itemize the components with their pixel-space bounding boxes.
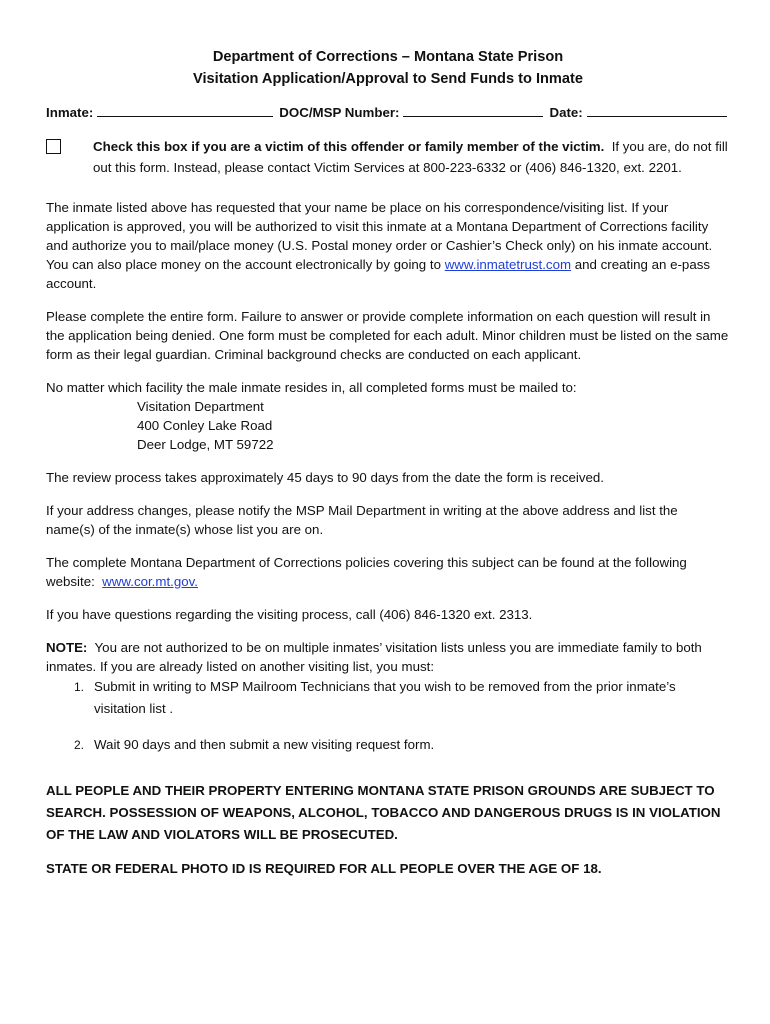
- header-fields: [46, 102, 730, 122]
- date-label: Date:: [549, 105, 583, 120]
- address-change-paragraph: If your address changes, please notify the MSP Mail Department in writing at the above address and list the name(s) of the inmate(s) whose list you are on.: [46, 503, 678, 537]
- mailing-intro: No matter which facility the male inmate resides in, all completed forms must be mailed to:: [46, 380, 577, 395]
- review-paragraph: The review process takes approximately 45 days to 90 days from the date the form is received.: [46, 470, 604, 485]
- form-page: [46, 46, 730, 880]
- address-line: Visitation Department: [137, 399, 264, 414]
- mailing-section: [46, 378, 730, 454]
- list-item: [46, 676, 730, 720]
- address-line: 400 Conley Lake Road: [137, 418, 273, 433]
- search-warning: ALL PEOPLE AND THEIR PROPERTY ENTERING MONTANA STATE PRISON GROUNDS ARE SUBJECT TO SEARCH. POSSESSION OF WEAPONS, ALCOHOL, TOBACCO AND DANGEROUS DRUGS IS IN VIOLATION OF THE LAW AND VIOLATORS WILL BE PROSECUTED.: [46, 783, 721, 842]
- inmatetrust-link[interactable]: www.inmatetrust.com: [444, 257, 572, 272]
- victim-check-bold: Check this box if you are a victim of this offender or family member of the victim.: [93, 139, 605, 154]
- policies-text: The complete Montana Department of Corrections policies covering this subject can be found at the following website:: [46, 555, 687, 589]
- list-number: 1.: [73, 680, 84, 694]
- policies-paragraph: [46, 553, 730, 591]
- victim-check-instructions: If you are, do not fill out this form. Instead, please contact Victim Services at 800-223-6332 or (406) 846-1320, ext. 2201.: [93, 139, 728, 175]
- note-paragraph: [46, 638, 730, 676]
- inmate-field[interactable]: [97, 102, 273, 117]
- doc-number-field[interactable]: [403, 102, 543, 117]
- note-label: NOTE:: [46, 640, 88, 655]
- questions-paragraph: If you have questions regarding the visiting process, call (406) 846-1320 ext. 2313.: [46, 607, 533, 622]
- address-line: Deer Lodge, MT 59722: [137, 437, 274, 452]
- list-item-text: Submit in writing to MSP Mailroom Technicians that you wish to be removed from the prior inmate’s visitation list .: [94, 679, 676, 716]
- victim-checkbox[interactable]: [46, 139, 61, 154]
- list-item-text: Wait 90 days and then submit a new visiting request form.: [94, 737, 435, 752]
- doc-number-label: DOC/MSP Number:: [279, 105, 400, 120]
- title-line-2: Visitation Application/Approval to Send Funds to Inmate: [193, 71, 583, 87]
- victim-check-text: [93, 136, 730, 178]
- date-field[interactable]: [587, 102, 727, 117]
- intro-paragraph: [46, 198, 730, 293]
- note-text: You are not authorized to be on multiple inmates’ visitation lists unless you are immediate family to both inmates. If you are already listed on another visiting list, you must:: [46, 640, 702, 674]
- title-line-1: Department of Corrections – Montana State Prison: [212, 49, 564, 65]
- note-list: [46, 676, 730, 756]
- instructions-paragraph: Please complete the entire form. Failure to answer or provide complete information on each question will result in the application being denied. One form must be completed for each adult. Minor children must be listed on the same form as their legal guardian. Criminal background checks are conducted on each applicant.: [46, 309, 729, 362]
- note-section: [46, 638, 730, 756]
- list-item: [46, 734, 730, 756]
- cor-website-link[interactable]: www.cor.mt.gov.: [102, 574, 198, 589]
- intro-text: The inmate listed above has requested that your name be place on his correspondence/visiting list. If your application is approved, you will be authorized to visit this inmate at a Montana Department of Corrections facility and authorize you to mail/place money (U.S. Postal money order or Cashier’s Check only) on his inmate account. You can also place money on the account electronically by going to: [46, 200, 713, 272]
- form-title: [46, 46, 730, 90]
- list-number: 2.: [73, 738, 84, 752]
- victim-check-row: [46, 136, 730, 178]
- mailing-address: [137, 397, 730, 454]
- photo-id-notice: STATE OR FEDERAL PHOTO ID IS REQUIRED FOR ALL PEOPLE OVER THE AGE OF 18.: [46, 861, 602, 876]
- inmate-label: Inmate:: [46, 105, 94, 120]
- intro-text-end: and creating an e-pass account.: [46, 257, 711, 291]
